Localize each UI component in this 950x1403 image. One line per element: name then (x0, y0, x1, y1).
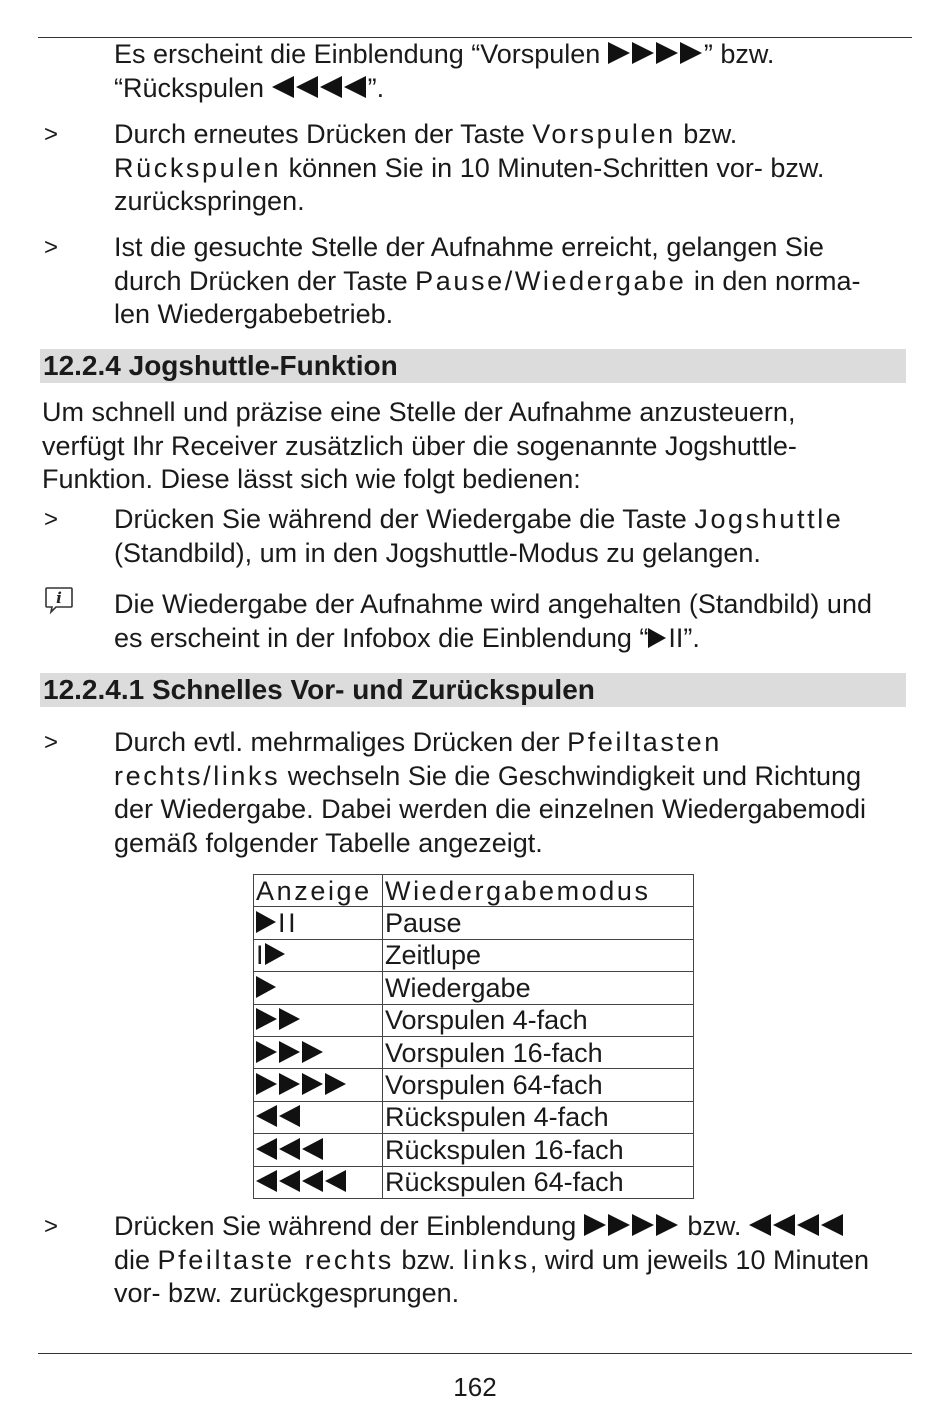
page-number: 162 (453, 1372, 497, 1402)
bullet-pause-wiedergabe (114, 231, 914, 332)
slow-motion-icon (264, 943, 286, 965)
text: vor- bzw. zurückgesprungen. (114, 1278, 460, 1308)
info-note (114, 588, 914, 655)
text: Funktion. Diese lässt sich wie folgt bedienen: (42, 464, 581, 494)
bullet-marker: > (44, 729, 59, 756)
table-row (254, 1069, 694, 1101)
intro-line2-end: ”. (367, 72, 385, 103)
table-cell-mode: Wiedergabe (383, 972, 694, 1004)
bullet-marker: > (44, 121, 59, 148)
bullet-marker: > (44, 234, 59, 261)
key-links: links (462, 1244, 530, 1275)
intro-line2-text: “Rückspulen (114, 72, 272, 103)
text: len Wiedergabebetrieb. (114, 299, 394, 329)
table-cell-icon (254, 1166, 383, 1198)
table-cell-mode: Rückspulen 64-fach (383, 1166, 694, 1198)
text: Die Wiedergabe der Aufnahme wird angehalten (Standbild) und (114, 589, 872, 619)
bullet-jogshuttle (114, 503, 914, 570)
table-cell-mode: Vorspulen 64-fach (383, 1069, 694, 1101)
rewind-2-icon (256, 1105, 302, 1127)
bottom-rule (38, 1353, 912, 1354)
text: (Standbild), um in den Jogshuttle-Modus zu gelangen. (114, 537, 761, 568)
forward-4-icon (256, 1073, 350, 1095)
table-row (254, 1036, 694, 1068)
table-cell-mode: Rückspulen 16-fach (383, 1134, 694, 1166)
text: Durch erneutes Drücken der Taste (114, 119, 533, 149)
key-pause-wiedergabe: Pause/Wiedergabe (415, 265, 687, 296)
jogshuttle-intro-paragraph (42, 396, 912, 497)
text: durch Drücken der Taste (114, 265, 416, 296)
text: Ist die gesuchte Stelle der Aufnahme erreicht, gelangen Sie (114, 232, 824, 262)
intro-line1-end: ” bzw. (703, 39, 775, 69)
text: bzw. (675, 119, 738, 149)
svg-text:i: i (56, 589, 62, 607)
table-cell-icon (254, 972, 383, 1004)
play-pause-icon (256, 911, 278, 933)
slow-bar-glyph: I (256, 940, 264, 971)
bullet-10-minuten-sprung (114, 1210, 914, 1311)
table-row (254, 972, 694, 1004)
table-cell-icon (254, 939, 383, 971)
key-pfeiltasten: Pfeiltasten (567, 727, 722, 757)
key-vorspulen: Vorspulen (532, 119, 676, 149)
text: bzw. (679, 1211, 749, 1241)
text: der Wiedergabe. Dabei werden die einzelnen Wiedergabemodi (114, 794, 866, 824)
table-cell-icon (254, 1069, 383, 1101)
forward-4-icon (608, 42, 704, 64)
table-row (254, 1004, 694, 1036)
text: ”. (683, 622, 700, 653)
forward-4-icon (584, 1214, 680, 1236)
table-cell-mode: Zeitlupe (383, 939, 694, 971)
text: in den norma- (686, 265, 861, 296)
text: Drücken Sie während der Einblendung (114, 1211, 584, 1241)
table-cell-icon (254, 1134, 383, 1166)
play-icon (648, 628, 668, 648)
intro-line1-text: Es erscheint die Einblendung “Vorspulen (114, 39, 608, 69)
pause-bars-glyph: II (668, 622, 684, 653)
info-icon (44, 586, 74, 614)
rewind-4-icon (272, 76, 368, 98)
rewind-3-icon (256, 1138, 326, 1160)
text: bzw. (393, 1244, 463, 1275)
table-row (254, 1134, 694, 1166)
table-header-row (254, 875, 694, 907)
bullet-marker: > (44, 506, 59, 533)
key-rechts-links: rechts/links (114, 760, 281, 791)
playback-mode-table (253, 874, 694, 1199)
forward-2-icon (256, 1008, 302, 1030)
table-cell-icon (254, 1036, 383, 1068)
bullet-marker: > (44, 1213, 59, 1240)
forward-3-icon (256, 1041, 326, 1063)
pause-bars-glyph: II (278, 908, 299, 939)
key-rueckspulen: Rückspulen (114, 152, 282, 183)
key-pfeiltaste-rechts: Pfeiltaste rechts (157, 1244, 394, 1275)
rewind-4-icon (749, 1214, 845, 1236)
table-header-anzeige: Anzeige (254, 875, 383, 907)
table-cell-icon (254, 907, 383, 939)
table-cell-icon (254, 1004, 383, 1036)
text: , wird um jeweils 10 Minuten (529, 1244, 870, 1275)
bullet-vorspulen (114, 118, 914, 219)
text: Um schnell und präzise eine Stelle der Aufnahme anzusteuern, (42, 397, 796, 427)
table-row (254, 1166, 694, 1198)
bullet-pfeiltasten (114, 726, 914, 860)
table-row (254, 939, 694, 971)
intro-text (114, 38, 914, 105)
text: die (114, 1244, 158, 1275)
table-row (254, 907, 694, 939)
text: zurückspringen. (114, 186, 305, 216)
rewind-4-icon (256, 1170, 350, 1192)
table-cell-mode: Vorspulen 16-fach (383, 1036, 694, 1068)
text: verfügt Ihr Receiver zusätzlich über die sogenannte Jogshuttle- (42, 430, 797, 461)
text: Drücken Sie während der Wiedergabe die Taste (114, 504, 695, 534)
play-icon (256, 976, 278, 998)
table-row (254, 1101, 694, 1133)
section-heading-jogshuttle: 12.2.4 Jogshuttle-Funktion (40, 349, 906, 383)
text: gemäß folgender Tabelle angezeigt. (114, 827, 543, 858)
text: können Sie in 10 Minuten-Schritten vor- bzw. (281, 152, 825, 183)
table-header-wiedergabemodus: Wiedergabemodus (383, 875, 694, 907)
table-cell-mode: Pause (383, 907, 694, 939)
table-cell-icon (254, 1101, 383, 1133)
key-jogshuttle: Jogshuttle (694, 504, 844, 534)
table-cell-mode: Rückspulen 4-fach (383, 1101, 694, 1133)
table-cell-mode: Vorspulen 4-fach (383, 1004, 694, 1036)
text: Durch evtl. mehrmaliges Drücken der (114, 727, 568, 757)
section-heading-schnelles-spulen: 12.2.4.1 Schnelles Vor- und Zurückspulen (40, 673, 906, 707)
text: wechseln Sie die Geschwindigkeit und Richtung (280, 760, 862, 791)
text: es erscheint in der Infobox die Einblendung “ (114, 622, 649, 653)
